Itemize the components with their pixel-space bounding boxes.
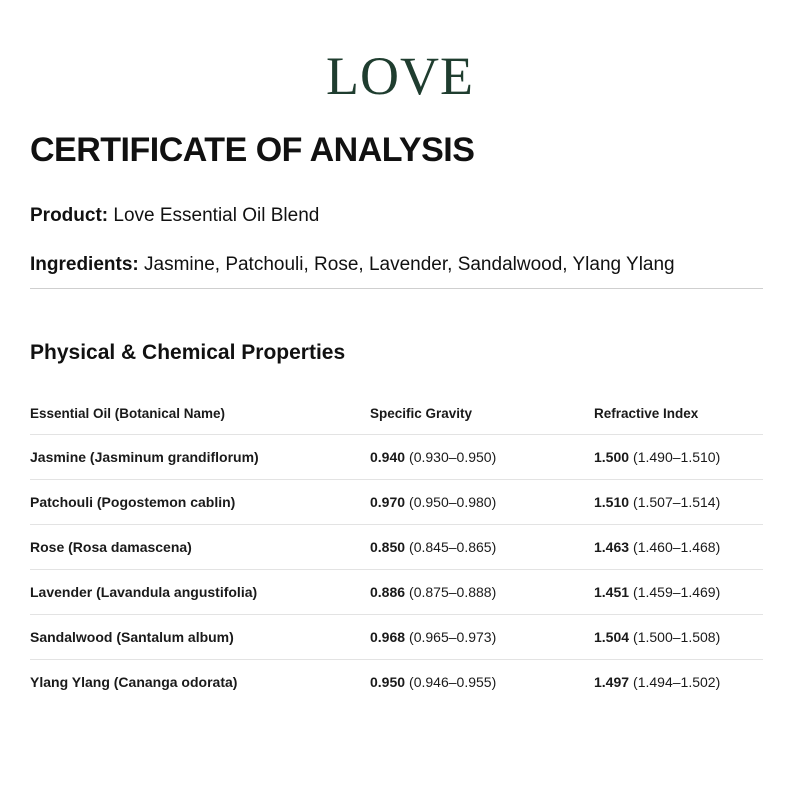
table-row: [30, 615, 763, 660]
ingredients-value: Jasmine, Patchouli, Rose, Lavender, Sandalwood, Ylang Ylang: [144, 254, 675, 275]
refractive-index-value: 1.463: [594, 539, 630, 555]
refractive-index-range: (1.460–1.468): [633, 539, 721, 555]
specific-gravity-cell: [370, 660, 496, 704]
refractive-index-value: 1.504: [594, 629, 630, 645]
table-row: [30, 660, 763, 704]
refractive-index-range: (1.494–1.502): [633, 674, 721, 690]
specific-gravity-range: (0.875–0.888): [409, 584, 497, 600]
oil-name: Ylang Ylang (Cananga odorata): [30, 674, 238, 690]
header-specific-gravity: Specific Gravity: [370, 405, 473, 421]
specific-gravity-value: 0.970: [370, 494, 406, 510]
page-title: CERTIFICATE OF ANALYSIS: [30, 131, 475, 169]
specific-gravity-cell: [370, 480, 496, 524]
specific-gravity-value: 0.940: [370, 449, 406, 465]
ingredients-line: [30, 252, 675, 278]
oil-name: Lavender (Lavandula angustifolia): [30, 584, 258, 600]
refractive-index-range: (1.507–1.514): [633, 494, 721, 510]
refractive-index-cell: [594, 435, 720, 479]
section-title: Physical & Chemical Properties: [30, 341, 346, 364]
refractive-index-value: 1.500: [594, 449, 630, 465]
specific-gravity-range: (0.946–0.955): [409, 674, 497, 690]
specific-gravity-value: 0.968: [370, 629, 406, 645]
table-row: [30, 525, 763, 570]
refractive-index-range: (1.490–1.510): [633, 449, 721, 465]
oil-name: Patchouli (Pogostemon cablin): [30, 494, 236, 510]
refractive-index-cell: [594, 570, 720, 614]
properties-table: [30, 392, 763, 704]
product-line: [30, 203, 319, 229]
specific-gravity-range: (0.950–0.980): [409, 494, 497, 510]
refractive-index-cell: [594, 660, 720, 704]
refractive-index-value: 1.497: [594, 674, 630, 690]
specific-gravity-value: 0.850: [370, 539, 406, 555]
product-label: Product:: [30, 205, 109, 226]
specific-gravity-range: (0.930–0.950): [409, 449, 497, 465]
refractive-index-value: 1.510: [594, 494, 630, 510]
table-row: [30, 480, 763, 525]
header-refractive-index: Refractive Index: [594, 405, 699, 421]
specific-gravity-cell: [370, 435, 496, 479]
specific-gravity-cell: [370, 615, 496, 659]
product-value: Love Essential Oil Blend: [113, 205, 320, 226]
refractive-index-value: 1.451: [594, 584, 630, 600]
oil-name: Jasmine (Jasminum grandiflorum): [30, 449, 259, 465]
table-row: [30, 435, 763, 480]
table-header-row: [30, 392, 763, 435]
ingredients-label: Ingredients:: [30, 254, 139, 275]
specific-gravity-range: (0.845–0.865): [409, 539, 497, 555]
refractive-index-range: (1.500–1.508): [633, 629, 721, 645]
refractive-index-cell: [594, 480, 720, 524]
refractive-index-cell: [594, 525, 720, 569]
specific-gravity-cell: [370, 525, 496, 569]
header-oil: Essential Oil (Botanical Name): [30, 405, 226, 421]
table-row: [30, 570, 763, 615]
specific-gravity-range: (0.965–0.973): [409, 629, 497, 645]
oil-name: Sandalwood (Santalum album): [30, 629, 234, 645]
specific-gravity-cell: [370, 570, 496, 614]
specific-gravity-value: 0.886: [370, 584, 406, 600]
brand-logo: LOVE: [326, 46, 474, 106]
refractive-index-range: (1.459–1.469): [633, 584, 721, 600]
specific-gravity-value: 0.950: [370, 674, 406, 690]
oil-name: Rose (Rosa damascena): [30, 539, 192, 555]
section-divider: [30, 288, 763, 289]
refractive-index-cell: [594, 615, 720, 659]
